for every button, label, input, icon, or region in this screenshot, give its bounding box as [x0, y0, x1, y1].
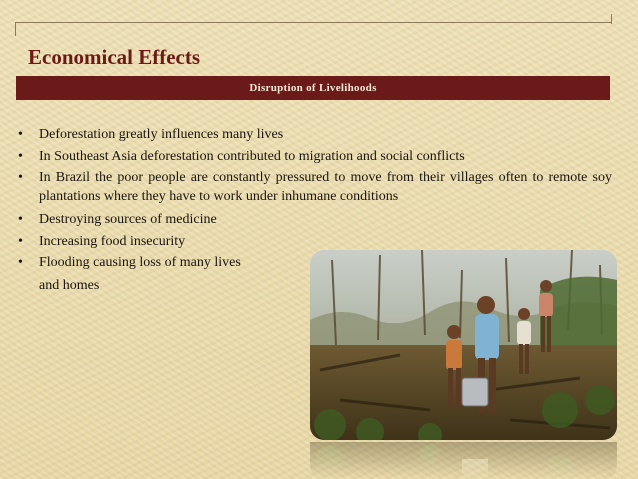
bullet-marker: •: [18, 212, 23, 227]
bullet-marker: •: [18, 148, 23, 164]
bullet-item: [18, 211, 612, 230]
bullet-text: Deforestation greatly influences many lives: [39, 127, 284, 142]
bullet-item: [18, 233, 612, 252]
slide-title: Economical Effects: [28, 45, 201, 69]
frame-top-line: [15, 22, 611, 23]
bullet-continuation: and homes: [39, 277, 100, 293]
bullet-text: In Brazil the poor people are constantly pressured to move from their villages often to remote soy plantations where they have to work under inhumane conditions: [39, 170, 612, 204]
bullet-marker: •: [18, 170, 23, 185]
photo-reflection: [310, 442, 617, 479]
bullet-text: Increasing food insecurity: [39, 233, 186, 249]
bullet-text: Flooding causing loss of many lives: [39, 255, 241, 270]
frame-right-line: [611, 14, 612, 24]
bullet-marker: •: [18, 255, 23, 270]
bullet-item: [18, 169, 612, 206]
bullet-item: [18, 148, 612, 167]
bullet-text: Destroying sources of medicine: [39, 212, 217, 227]
section-banner: [16, 76, 610, 100]
bullet-marker: •: [18, 127, 23, 142]
bullet-text: In Southeast Asia deforestation contributed to migration and social conflicts: [39, 148, 465, 164]
bullet-marker: •: [18, 233, 23, 249]
frame-left-line: [15, 22, 16, 36]
photo-illustration: [310, 250, 617, 440]
reflection-illustration: [310, 442, 617, 479]
banner-label: Disruption of Livelihoods: [249, 82, 377, 94]
bullet-item: [18, 126, 612, 145]
deforestation-photo: [310, 250, 617, 440]
